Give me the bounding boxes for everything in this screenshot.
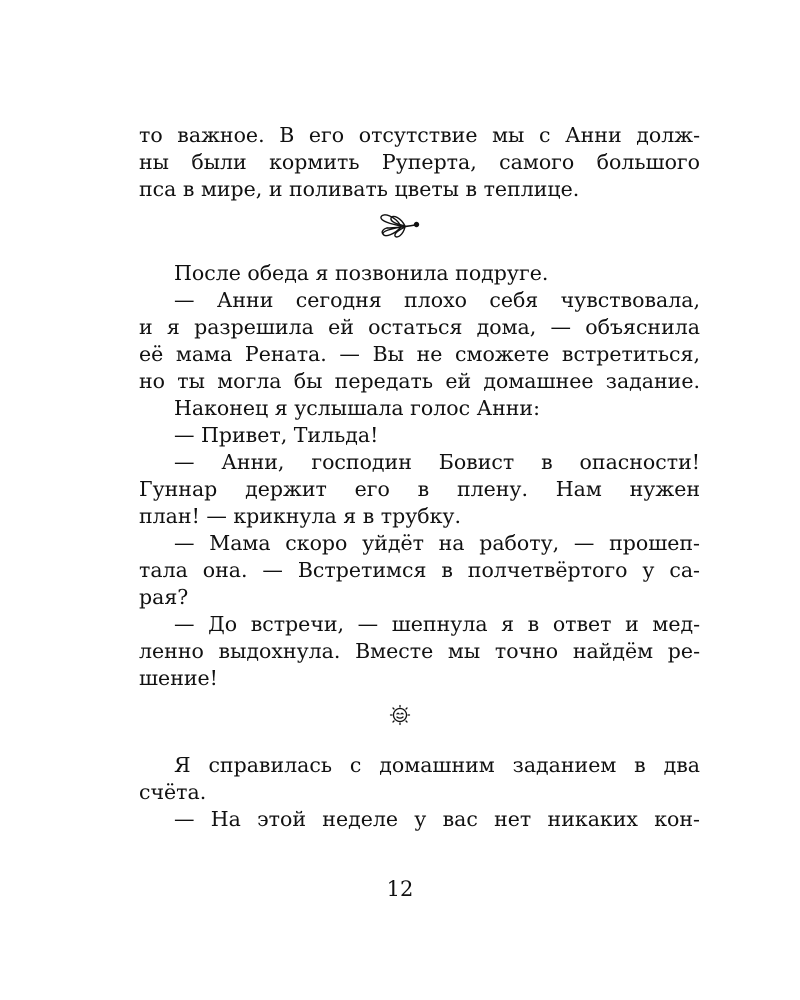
text-line: ленно выдохнула. Вместе мы точно найдём ре- bbox=[139, 639, 700, 663]
text-block-2 bbox=[139, 260, 700, 692]
text-line: После обеда я позвонила подруге. bbox=[174, 261, 549, 285]
text-line: — Привет, Тильда! bbox=[174, 423, 379, 447]
text-line: рая? bbox=[139, 585, 189, 609]
sun-face-icon bbox=[388, 703, 412, 727]
text-line: ны были кормить Руперта, самого большого bbox=[139, 150, 700, 174]
page-number: 12 bbox=[386, 877, 414, 901]
text-line: план! — крикнула я в трубку. bbox=[139, 504, 462, 528]
text-line: — Мама скоро уйдёт на работу, — прошеп- bbox=[174, 531, 700, 555]
text-line: — Анни сегодня плохо себя чувствовала, bbox=[174, 288, 700, 312]
text-line: — Анни, господин Бовист в опасности! bbox=[174, 450, 700, 474]
text-line: её мама Рената. — Вы не сможете встретиться, bbox=[139, 342, 700, 366]
text-line: счёта. bbox=[139, 780, 207, 804]
text-line: Я справилась с домашним заданием в два bbox=[174, 753, 700, 777]
ornament-divider-2 bbox=[0, 703, 800, 727]
text-block-3 bbox=[139, 752, 700, 833]
text-block-1 bbox=[139, 122, 700, 203]
text-line: Наконец я услышала голос Анни: bbox=[174, 396, 540, 420]
text-line: — На этой неделе у вас нет никаких кон- bbox=[174, 807, 700, 831]
text-line: то важное. В его отсутствие мы с Анни долж- bbox=[139, 123, 700, 147]
dragonfly-icon bbox=[377, 208, 423, 242]
ornament-divider-1 bbox=[0, 208, 800, 242]
text-line: и я разрешила ей остаться дома, — объяснила bbox=[139, 315, 700, 339]
text-line: тала она. — Встретимся в полчетвёртого у са- bbox=[139, 558, 700, 582]
text-line: — До встречи, — шепнула я в ответ и мед- bbox=[174, 612, 700, 636]
text-line: но ты могла бы передать ей домашнее задание. bbox=[139, 369, 700, 393]
text-line: шение! bbox=[139, 666, 218, 690]
text-line: Гуннар держит его в плену. Нам нужен bbox=[139, 477, 700, 501]
text-line: пса в мире, и поливать цветы в теплице. bbox=[139, 177, 580, 201]
